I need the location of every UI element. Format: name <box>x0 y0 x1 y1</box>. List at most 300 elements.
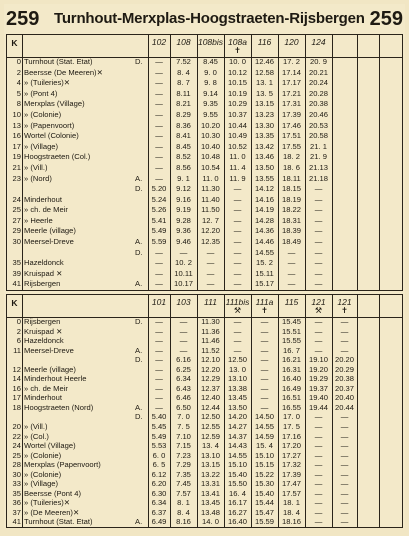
time-cell: 5.45 <box>151 422 167 431</box>
time-cell: 20.38 <box>334 374 354 384</box>
arrival-departure-mark: A. <box>135 402 143 412</box>
time-cell: — <box>340 469 349 479</box>
time-cell: 15.10 <box>254 450 274 460</box>
time-cell: — <box>314 279 323 289</box>
time-cell: 10.54 <box>200 162 220 172</box>
station-name <box>24 58 148 66</box>
station-name <box>24 461 148 469</box>
station-name <box>24 90 148 98</box>
time-cell: 7.10 <box>176 431 191 441</box>
time-cell: — <box>314 469 323 479</box>
time-cell: 14.50 <box>254 412 274 422</box>
time-cell: 10.37 <box>227 109 247 119</box>
time-cell: 17.47 <box>281 479 301 489</box>
time-cell: 19.29 <box>308 374 328 384</box>
km-value: 37 <box>12 507 21 517</box>
time-cell: 20.29 <box>334 364 354 374</box>
time-cell: 8. 7 <box>177 78 190 88</box>
time-cell: 12.50 <box>200 412 220 422</box>
time-cell: — <box>233 336 242 346</box>
station-label: » ch. de Meir <box>24 205 68 215</box>
time-cell: 6. 5 <box>152 460 166 470</box>
train-number: 103 <box>176 297 191 307</box>
station-label: » (Vill.) <box>24 422 48 431</box>
time-cell: — <box>260 317 269 326</box>
time-cell: 5.49 <box>151 431 167 441</box>
station-label: » (Col.) <box>24 431 49 441</box>
km-header: K <box>11 38 18 48</box>
station-name <box>24 452 148 460</box>
time-cell: 16.49 <box>281 383 301 393</box>
time-cell: 9.16 <box>176 194 191 204</box>
time-cell: — <box>206 247 215 257</box>
km-value: 24 <box>12 441 21 451</box>
time-cell: — <box>314 422 323 431</box>
km-value: 27 <box>12 215 21 225</box>
time-cell: 9.35 <box>203 99 218 109</box>
time-cell: — <box>233 268 242 278</box>
station-name <box>24 69 148 77</box>
time-cell: 11.30 <box>201 184 220 194</box>
time-cell: 6.20 <box>151 479 167 489</box>
time-cell: 5.26 <box>151 205 167 215</box>
time-cell: 6.37 <box>151 507 167 517</box>
train-number: 124 <box>311 37 326 47</box>
time-cell: 12.20 <box>200 226 220 236</box>
train-number: 101 <box>151 297 167 307</box>
time-cell: 10.44 <box>227 120 247 130</box>
time-cell: 15.59 <box>254 517 274 527</box>
time-cell: 10.17 <box>173 279 193 289</box>
km-value: 41 <box>12 517 21 527</box>
time-cell: — <box>314 488 323 498</box>
time-cell: — <box>155 402 163 412</box>
column-divider <box>357 35 358 290</box>
time-cell: 13.48 <box>200 507 220 517</box>
time-cell: 7. 5 <box>177 422 190 431</box>
time-cell: 9.28 <box>176 215 191 225</box>
km-value: 11 <box>13 345 21 355</box>
time-cell: 20.44 <box>334 402 354 412</box>
train-symbol: ✝ <box>261 306 268 315</box>
time-cell: 14.19 <box>254 205 274 215</box>
km-value: 25 <box>12 205 21 215</box>
station-name <box>24 100 148 108</box>
time-cell: — <box>314 184 323 194</box>
time-cell: — <box>260 402 269 412</box>
time-cell: 14.37 <box>227 431 247 441</box>
time-cell: 14.55 <box>254 247 274 257</box>
train-symbol: ⚒ <box>314 306 323 315</box>
time-cell: — <box>179 336 188 346</box>
time-cell: 12.50 <box>227 355 247 365</box>
timetable-outbound <box>6 34 403 291</box>
time-cell: 6.16 <box>176 355 191 365</box>
time-cell: 13.38 <box>227 383 247 393</box>
time-cell: — <box>155 345 163 355</box>
time-cell: 15.40 <box>254 488 274 498</box>
station-label: Hoogstraeten (Nord) <box>24 402 94 412</box>
station-name <box>24 480 148 488</box>
time-cell: 17.46 <box>281 120 301 130</box>
time-cell: — <box>233 215 242 225</box>
station-name <box>24 366 148 374</box>
station-name <box>24 143 148 151</box>
time-cell: — <box>155 152 163 162</box>
station-label: » (Village) <box>24 141 59 151</box>
time-cell: 17. 5 <box>283 422 300 431</box>
time-cell: — <box>233 194 242 204</box>
station-label: Hoogstraeten (Col.) <box>24 152 91 162</box>
time-cell: 11.30 <box>201 317 220 326</box>
km-value: 29 <box>12 226 21 236</box>
km-value: 17 <box>12 393 21 403</box>
station-label: » (Vill.) <box>24 162 48 172</box>
time-cell: 15. 4 <box>256 441 273 451</box>
arrival-departure-mark: D. <box>135 184 143 194</box>
time-cell: — <box>314 317 323 326</box>
time-cell: — <box>340 345 349 355</box>
time-cell: 5.40 <box>151 412 167 422</box>
km-value: 0 <box>16 317 21 326</box>
km-value: 6 <box>16 336 21 346</box>
route-title: Turnhout-Merxplas-Hoogstraeten-Rijsbergen <box>54 10 365 27</box>
station-label: » (Pont 4) <box>24 88 58 98</box>
time-cell: 17.16 <box>281 431 301 441</box>
time-cell: 11.50 <box>201 205 220 215</box>
km-value: 36 <box>12 498 21 508</box>
time-cell: — <box>206 279 215 289</box>
time-cell: 7.45 <box>176 479 191 489</box>
station-label: » Heerle <box>24 215 53 225</box>
station-label: Minderhout <box>24 194 62 204</box>
time-cell: 12.46 <box>254 57 274 66</box>
time-cell: 12.58 <box>254 67 274 77</box>
time-cell: 13.23 <box>254 109 274 119</box>
time-cell: 18.15 <box>281 184 301 194</box>
time-cell: 9. 1 <box>177 173 190 183</box>
train-symbol: ✝ <box>234 46 241 55</box>
time-cell: 13.31 <box>200 479 220 489</box>
train-number: 121 <box>337 297 352 307</box>
station-label: Rijsbergen <box>24 317 61 326</box>
train-number: 116 <box>257 37 272 47</box>
column-divider <box>332 35 333 290</box>
arrival-departure-mark: A. <box>135 517 143 527</box>
time-cell: 19.20 <box>308 364 328 374</box>
time-cell: 14.59 <box>254 431 274 441</box>
station-label: Meerle (village) <box>24 364 76 374</box>
time-cell: — <box>340 479 349 489</box>
train-symbol: ⚒ <box>233 306 242 315</box>
time-cell: — <box>233 184 242 194</box>
time-cell: 16.40 <box>281 374 301 384</box>
time-cell: 20.40 <box>334 393 354 403</box>
station-label: Beersse (Pont 4) <box>24 488 81 498</box>
time-cell: 14.36 <box>254 226 274 236</box>
station-label: » (Colonie) <box>24 469 62 479</box>
station-label: Kruispad ✕ <box>24 326 63 336</box>
time-cell: — <box>340 431 349 441</box>
time-cell: 12.40 <box>200 393 220 403</box>
time-cell: 11.46 <box>201 336 220 346</box>
time-cell: 16. 7 <box>283 345 300 355</box>
km-value: 14 <box>12 374 21 384</box>
time-cell: 17.57 <box>281 488 301 498</box>
time-cell: 18. 1 <box>283 498 300 508</box>
time-cell: — <box>314 336 323 346</box>
station-name <box>24 318 148 326</box>
time-cell: 17.32 <box>281 460 301 470</box>
time-cell: 13. 4 <box>202 441 219 451</box>
time-cell: — <box>314 226 323 236</box>
time-cell: — <box>314 268 323 278</box>
km-value: 35 <box>12 488 21 498</box>
time-cell: 12.20 <box>200 364 220 374</box>
station-name <box>24 394 148 402</box>
time-cell: 8.21 <box>176 99 191 109</box>
time-cell: 18.16 <box>281 517 301 527</box>
time-cell: — <box>155 173 163 183</box>
time-cell: 17.55 <box>281 141 301 151</box>
time-cell: — <box>155 364 163 374</box>
time-cell: 5.59 <box>151 237 167 247</box>
time-cell: 9.12 <box>176 184 191 194</box>
time-cell: — <box>233 317 242 326</box>
time-cell: 5.24 <box>151 194 167 204</box>
time-cell: — <box>155 131 163 141</box>
time-cell: — <box>179 345 188 355</box>
time-cell: — <box>155 279 163 289</box>
time-cell: 13. 1 <box>256 78 273 88</box>
station-name <box>24 404 148 412</box>
time-cell: — <box>155 99 163 109</box>
time-cell: 8. 4 <box>177 67 190 77</box>
time-cell: 15.17 <box>254 279 274 289</box>
km-value: 33 <box>12 479 21 489</box>
station-name <box>24 196 148 204</box>
time-cell: — <box>155 67 163 77</box>
arrival-departure-mark: D. <box>135 247 143 257</box>
time-cell: — <box>314 215 323 225</box>
time-cell: 16. 4 <box>229 488 246 498</box>
time-cell: 11.52 <box>201 345 220 355</box>
km-value: 23 <box>12 173 21 183</box>
station-name <box>24 238 148 246</box>
station-label: » (De Meeren)✕ <box>24 507 80 517</box>
station-name <box>24 471 148 479</box>
time-cell: 19.37 <box>308 383 328 393</box>
time-cell: 11. 0 <box>202 173 219 183</box>
time-cell: — <box>314 441 323 451</box>
station-name <box>24 79 148 87</box>
time-cell: 10.52 <box>227 141 247 151</box>
time-cell: — <box>155 247 163 257</box>
time-cell: — <box>155 57 163 66</box>
station-label: » (Colonie) <box>24 109 62 119</box>
time-cell: 20. 9 <box>310 57 327 66</box>
time-cell: 17.20 <box>281 441 301 451</box>
time-cell: 9.14 <box>203 88 218 98</box>
time-cell: 8. 1 <box>177 498 190 508</box>
time-cell: 20.21 <box>308 67 328 77</box>
time-cell: — <box>260 345 269 355</box>
time-cell: 15.30 <box>254 479 274 489</box>
km-value: 0 <box>16 57 21 66</box>
time-cell: — <box>155 383 163 393</box>
time-cell: — <box>155 374 163 384</box>
station-name <box>24 442 148 450</box>
time-cell: 8.29 <box>176 109 191 119</box>
time-cell: 7.52 <box>176 57 191 66</box>
time-cell: 13.30 <box>254 120 274 130</box>
time-cell: — <box>155 317 163 326</box>
station-label: Meersel-Dreve <box>24 345 74 355</box>
time-cell: 18.22 <box>281 205 301 215</box>
km-value: 28 <box>12 460 21 470</box>
time-cell: 6.30 <box>151 488 167 498</box>
time-cell: 5.20 <box>151 184 167 194</box>
train-number: 111a <box>255 297 274 307</box>
station-name <box>24 122 148 130</box>
time-cell: 12. 7 <box>202 215 219 225</box>
time-cell: 20.37 <box>334 383 354 393</box>
time-cell: 10.48 <box>200 152 220 162</box>
time-cell: 17.17 <box>281 78 301 88</box>
time-cell: 17. 2 <box>283 57 300 66</box>
station-name <box>24 518 148 526</box>
time-cell: — <box>340 441 349 451</box>
time-cell: 15.40 <box>227 469 247 479</box>
time-cell: 9.36 <box>176 226 191 236</box>
arrival-departure-mark: A. <box>135 345 143 355</box>
time-cell: 13.15 <box>254 99 274 109</box>
time-cell: — <box>340 450 349 460</box>
time-cell: 8.45 <box>203 57 218 66</box>
time-cell: 12.35 <box>200 237 220 247</box>
time-cell: — <box>314 258 323 268</box>
time-cell: 10.30 <box>200 131 220 141</box>
time-cell: — <box>340 507 349 517</box>
time-cell: 5.53 <box>151 441 167 451</box>
time-cell: 14.55 <box>254 422 274 431</box>
time-cell: — <box>260 336 269 346</box>
time-cell: 14.20 <box>227 412 247 422</box>
arrival-departure-mark: D. <box>135 412 143 422</box>
time-cell: 20.58 <box>308 131 328 141</box>
time-cell: 13.55 <box>254 173 274 183</box>
station-label: » ch. de Meir <box>24 383 68 393</box>
time-cell: — <box>340 422 349 431</box>
station-label: Meerle (village) <box>24 226 76 236</box>
time-cell: 10. 0 <box>229 57 246 66</box>
station-label: Wortel (Village) <box>24 441 76 451</box>
time-cell: — <box>314 460 323 470</box>
time-cell: — <box>314 205 323 215</box>
time-cell: 17. 0 <box>283 412 300 422</box>
time-cell: 18.19 <box>281 194 301 204</box>
time-cell: 10.12 <box>227 67 247 77</box>
km-value: 18 <box>12 402 21 412</box>
km-value: 30 <box>12 469 21 479</box>
time-cell: 7. 0 <box>177 412 190 422</box>
time-cell: 14.43 <box>227 441 247 451</box>
time-cell: 11. 4 <box>229 162 246 172</box>
time-cell: 21.18 <box>308 173 328 183</box>
time-cell: 11.40 <box>201 194 220 204</box>
time-cell: 21.13 <box>308 162 328 172</box>
time-cell: 15.10 <box>227 460 247 470</box>
time-cell: — <box>233 237 242 247</box>
time-cell: — <box>155 162 163 172</box>
arrival-departure-mark: D. <box>135 355 143 365</box>
station-label: » (Nord) <box>24 173 52 183</box>
train-symbol: ✝ <box>341 306 348 315</box>
time-cell: 14.16 <box>254 194 274 204</box>
time-cell: — <box>260 326 269 336</box>
time-cell: — <box>314 237 323 247</box>
time-cell: — <box>233 326 242 336</box>
time-cell: 7.57 <box>176 488 191 498</box>
time-cell: 13.50 <box>227 402 247 412</box>
time-cell: 20.28 <box>308 88 328 98</box>
time-cell: 10.15 <box>227 78 247 88</box>
time-cell: 5.41 <box>151 215 167 225</box>
time-cell: — <box>314 326 323 336</box>
time-cell: — <box>260 355 269 365</box>
time-cell: 13.46 <box>254 152 274 162</box>
time-cell: — <box>287 268 296 278</box>
time-cell: 16.55 <box>281 402 301 412</box>
time-cell: 7.23 <box>176 450 191 460</box>
time-cell: 17.39 <box>281 469 301 479</box>
time-cell: 13.42 <box>254 141 274 151</box>
time-cell: 12.55 <box>200 422 220 431</box>
time-cell: 11.36 <box>201 326 220 336</box>
time-cell: 16.21 <box>281 355 301 365</box>
time-cell: 10. 2 <box>175 258 192 268</box>
time-cell: — <box>155 336 163 346</box>
time-cell: 14.55 <box>227 450 247 460</box>
time-cell: — <box>314 498 323 508</box>
station-label: Merxplas (Papenvoort) <box>24 460 101 470</box>
time-cell: 8.36 <box>176 120 191 130</box>
time-cell: — <box>340 460 349 470</box>
km-value: 17 <box>12 141 21 151</box>
time-cell: — <box>260 383 269 393</box>
time-cell: 17.39 <box>281 109 301 119</box>
time-cell: 10.40 <box>200 141 220 151</box>
station-label: » (Colonie) <box>24 450 62 460</box>
time-cell: 10.20 <box>200 120 220 130</box>
time-cell: 15.11 <box>255 268 274 278</box>
station-name <box>24 175 148 183</box>
arrival-departure-mark: A. <box>135 237 143 247</box>
station-name <box>24 509 148 517</box>
time-cell: 16.51 <box>281 393 301 403</box>
time-cell: 17.27 <box>281 450 301 460</box>
timetable-return <box>6 294 403 528</box>
time-cell: 6.34 <box>176 374 191 384</box>
time-cell: — <box>314 450 323 460</box>
time-cell: — <box>233 258 242 268</box>
station-name <box>24 375 148 383</box>
time-cell: 18.31 <box>281 215 301 225</box>
table-number-right: 259 <box>369 8 403 30</box>
time-cell: 7.35 <box>176 469 191 479</box>
train-number: 108bis <box>197 37 224 47</box>
time-cell: 13. 5 <box>256 88 273 98</box>
